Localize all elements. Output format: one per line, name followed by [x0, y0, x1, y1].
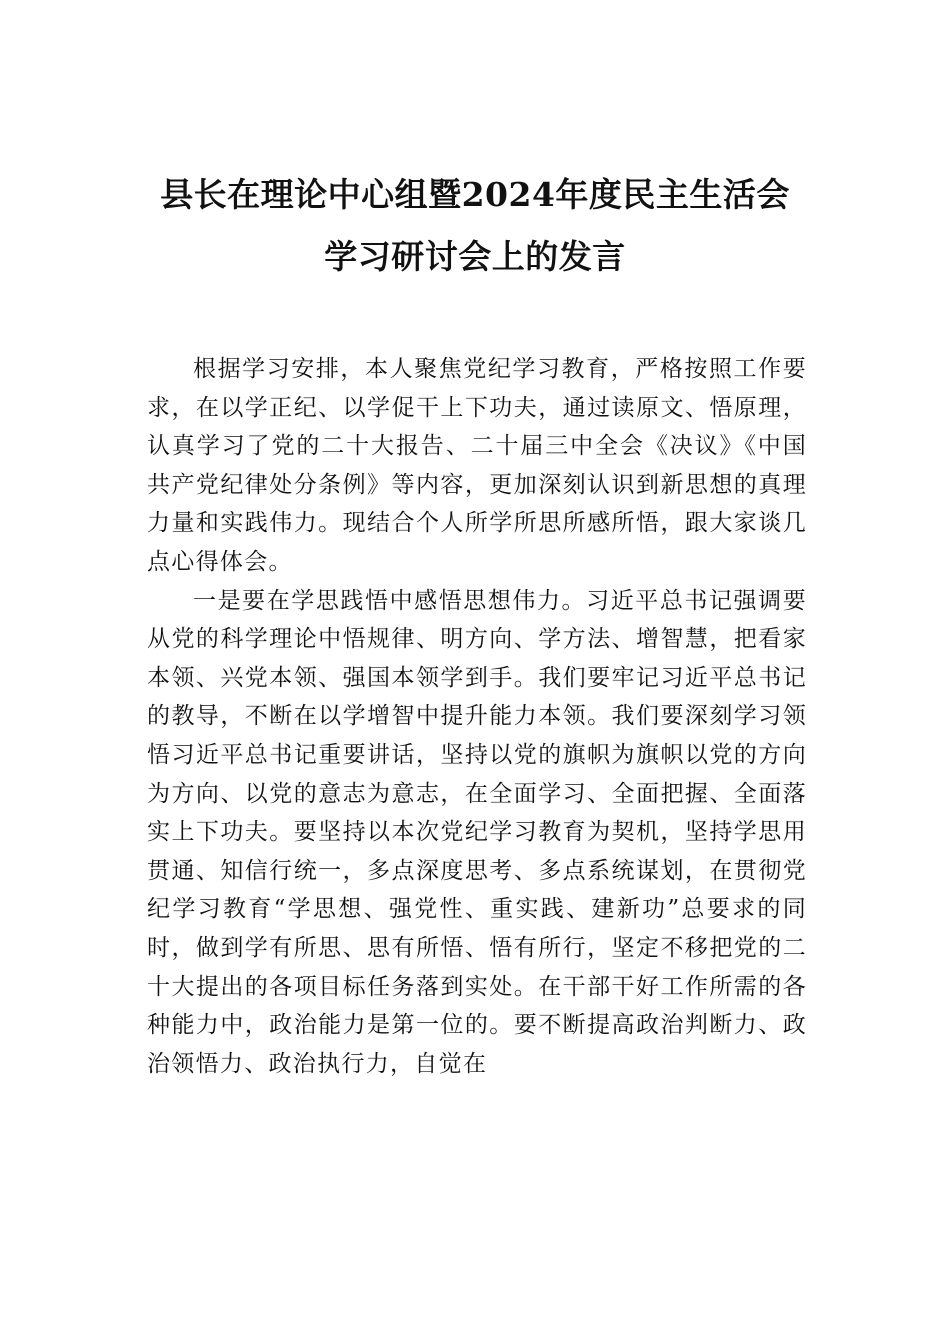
document-body [147, 350, 807, 1083]
document-title [100, 164, 850, 288]
paragraph-intro: 根据学习安排，本人聚焦党纪学习教育，严格按照工作要求，在以学正纪、以学促干上下功夫，通过读原文、悟原理，认真学习了党的二十大报告、二十届三中全会《决议》《中国共产党纪律处分条例》等内容，更加深刻认识到新思想的真理力量和实践伟力。现结合个人所学所思所感所悟，跟大家谈几点心得体会。 [147, 356, 807, 575]
title-line-2: 学习研讨会上的发言 [324, 237, 626, 276]
title-line-1: 县长在理论中心组暨2024年度民主生活会 [160, 175, 790, 214]
paragraph-point-one: 一是要在学思践悟中感悟思想伟力。习近平总书记强调要从党的科学理论中悟规律、明方向、学方法、增智慧，把看家本领、兴党本领、强国本领学到手。我们要牢记习近平总书记的教导，不断在以学增智中提升能力本领。我们要深刻学习领悟习近平总书记重要讲话，坚持以党的旗帜为旗帜以党的方向为方向、以党的意志为意志，在全面学习、全面把握、全面落实上下功夫。要坚持以本次党纪学习教育为契机，坚持学思用贯通、知信行统一，多点深度思考、多点系统谋划，在贯彻党纪学习教育“学思想、强党性、重实践、建新功”总要求的同时，做到学有所思、思有所悟、悟有所行，坚定不移把党的二十大提出的各项目标任务落到实处。在干部干好工作所需的各种能力中，政治能力是第一位的。要不断提高政治判断力、政治领悟力、政治执行力，自觉在 [147, 587, 807, 1077]
